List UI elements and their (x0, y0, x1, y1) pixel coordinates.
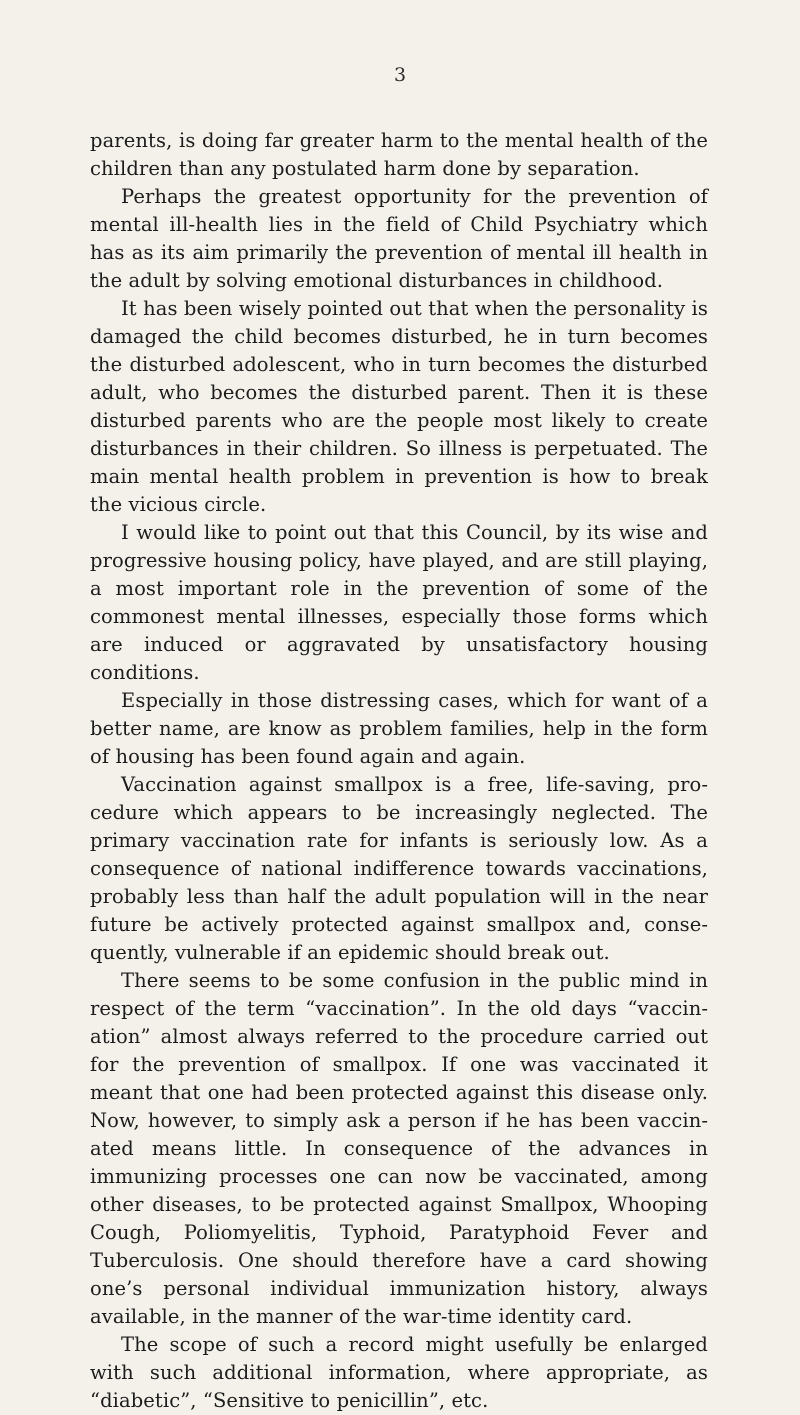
paragraph-vicious-circle: It has been wisely pointed out that when the personality is damaged the child becomes disturbed, he in turn becomes the disturbed adolescent, who in turn becomes the disturbed adult, who becomes the disturbed parent. Then it is these disturbed parents who are the people most likely to create disturbances in their children. So illness is perpetuated. The main mental health problem in prevention is how to break the vicious circle. (90, 297, 708, 516)
page-number: 3 (393, 64, 407, 86)
paragraph-child-psychiatry: Perhaps the greatest opportunity for the prevention of mental ill-health lies in the field of Child Psychiatry which has as its aim primarily the prevention of mental ill health in the adult by solving emotional disturbances in childhood. (90, 185, 708, 292)
paragraph-record-scope: The scope of such a record might usefully be enlarged with such additional information, where appropriate, as “diabetic”, “Sensitive to penicillin”, etc. (90, 1333, 708, 1412)
paragraph-continuation: parents, is doing far greater harm to the mental health of the children than any postulated harm done by separation. (90, 129, 708, 180)
document-body (90, 127, 708, 1415)
paragraph-housing-policy: I would like to point out that this Council, by its wise and progressive housing policy, have played, and are still playing, a most important role in the prevention of some of the commonest mental illnesses, especially those forms which are induced or aggravated by unsatisfactory housing conditions. (90, 521, 708, 684)
paragraph-smallpox-vaccination: Vaccination against smallpox is a free, life-saving, procedure which appears to be increasingly neglected. The primary vaccination rate for infants is seriously low. As a consequence of national indifference towards vaccinations, probably less than half the adult population will in the near future be actively protected against smallpox and, consequently, vulnerable if an epidemic should break out. (90, 773, 708, 964)
paragraph-vaccination-term: There seems to be some confusion in the public mind in respect of the term “vaccination”. In the old days “vaccination” almost always referred to the procedure carried out for the prevention of smallpox. If one was vaccinated it meant that one had been protected against this disease only. Now, however, to simply ask a person if he has been vaccinated means little. In consequence of the advances in immunizing processes one can now be vaccinated, among other diseases, to be protected against Smallpox, Whooping Cough, Poliomyelitis, Typhoid, Paratyphoid Fever and Tuberculosis. One should therefore have a card showing one’s personal individual immunization history, always available, in the manner of the war-time identity card. (90, 969, 708, 1328)
paragraph-problem-families: Especially in those distressing cases, which for want of a better name, are know as problem families, help in the form of housing has been found again and again. (90, 689, 708, 768)
